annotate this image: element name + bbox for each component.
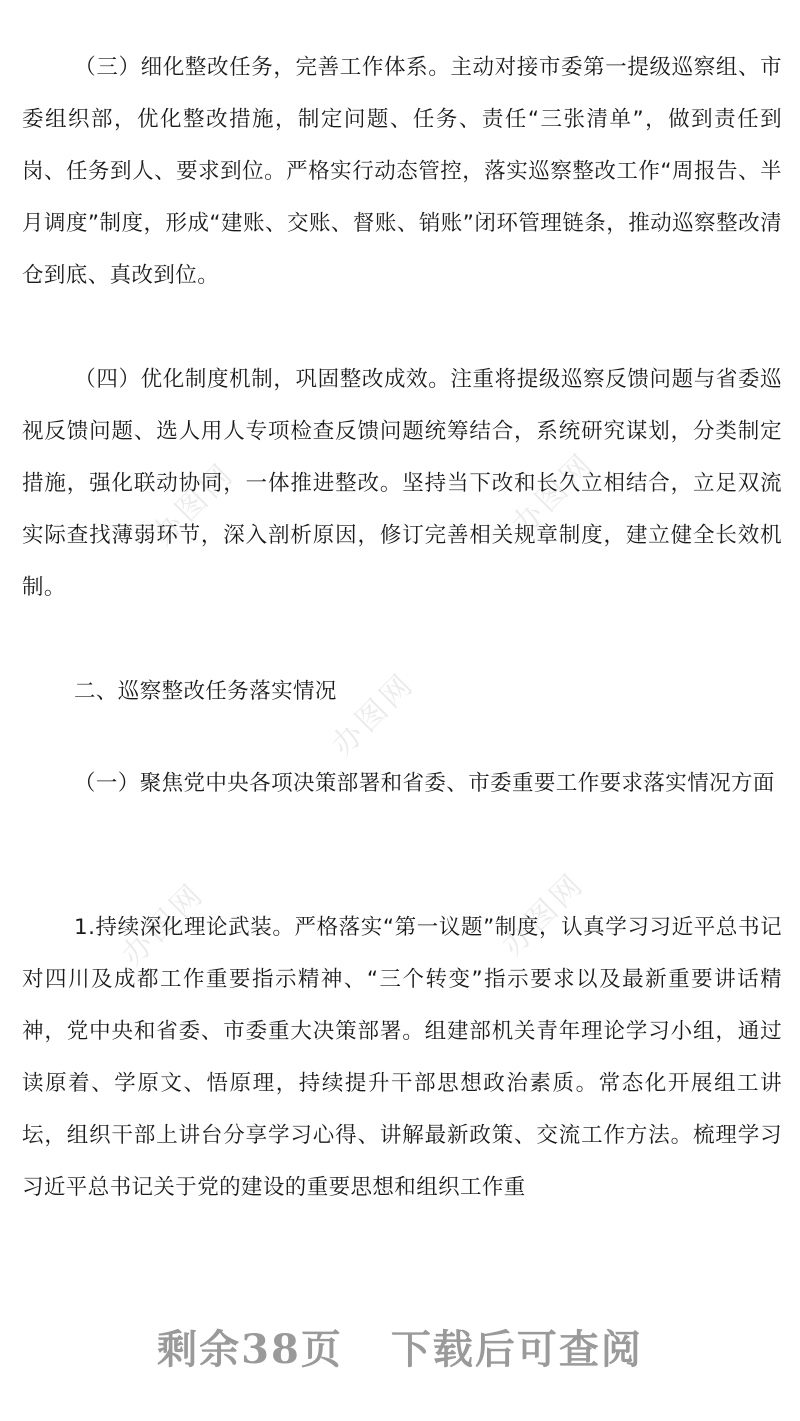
- paragraph-refine-tasks: （三）细化整改任务，完善工作体系。主动对接市委第一提级巡察组、市委组织部，优化整改措施，制定问题、任务、责任“三张清单”，做到责任到岗、任务到人、要求到位。严格实行动态管控，落实巡察整改工作“周报告、半月调度”制度，形成“建账、交账、督账、销账”闭环管理链条，推动巡察整改清仓到底、真改到位。: [22, 55, 782, 288]
- watermark: 办图网: [495, 866, 592, 963]
- download-to-view-label[interactable]: 下载后可查阅: [390, 1326, 643, 1373]
- paragraph-theory-study: 1.持续深化理论武装。严格落实“第一议题”制度，认真学习习近平总书记对四川及成都工作重要指示精神、“三个转变”指示要求以及最新重要讲话精神，党中央和省委、市委重大决策部署。组建部机关青年理论学习小组，通过读原着、学原文、悟原理，持续提升干部思想政治素质。常态化开展组工讲坛，组织干部上讲台分享学习心得、讲解最新政策、交流工作方法。梳理学习习近平总书记关于党的建设的重要思想和组织工作重: [22, 915, 782, 1200]
- watermark: 办图网: [115, 876, 212, 973]
- watermark: 办图网: [325, 666, 422, 763]
- watermark: 办图网: [145, 456, 242, 553]
- paragraph-optimize-mechanisms: （四）优化制度机制，巩固整改成效。注重将提级巡察反馈问题与省委巡视反馈问题、选人用人专项检查反馈问题统筹结合，系统研究谋划，分类制定措施，强化联动协同，一体推进整改。坚持当下改和长久立相结合，立足双流实际查找薄弱环节，深入剖析原因，修订完善相关规章制度，建立健全长效机制。: [22, 367, 782, 600]
- remaining-pages-label: 剩余38页: [157, 1326, 343, 1373]
- watermark: 办图网: [505, 446, 602, 543]
- download-prompt[interactable]: [0, 1318, 800, 1375]
- subsection-heading: （一）聚焦党中央各项决策部署和省委、市委重要工作要求落实情况方面: [74, 771, 775, 796]
- section-heading: 二、巡察整改任务落实情况: [74, 679, 337, 704]
